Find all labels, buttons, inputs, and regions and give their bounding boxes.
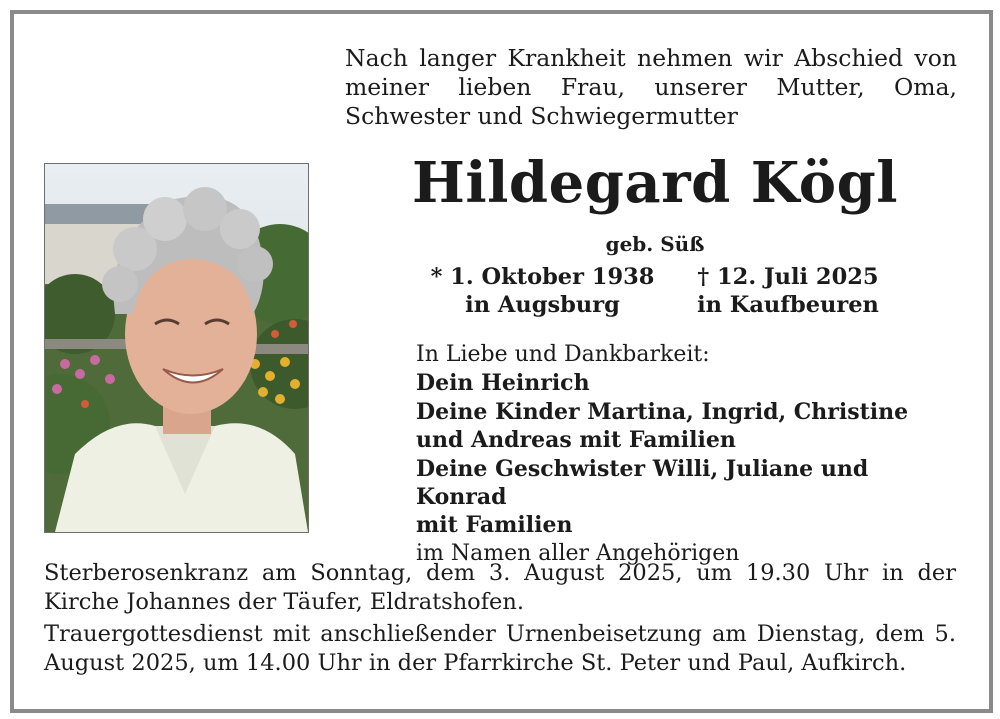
intro-text: Nach langer Krankheit nehmen wir Abschied von meiner lieben Frau, unserer Mutter, Oma, Schwester und Schwiegermutter [345, 44, 957, 130]
mourner-line: Deine Geschwister Willi, Juliane und Konrad [416, 455, 869, 511]
mourners-heading: In Liebe und Dankbarkeit: [416, 342, 710, 367]
rosary-notice: Sterberosenkranz am Sonntag, dem 3. August 2025, um 19.30 Uhr in der Kirche Johannes der Täufer, Eldratshofen. [44, 560, 956, 615]
mourners-list [416, 341, 966, 568]
birth-date: * 1. Oktober 1938 [430, 264, 655, 290]
death-info [688, 263, 888, 319]
birth-info [420, 263, 665, 319]
mourner-line: Dein Heinrich [416, 370, 590, 397]
mourner-line: Deine Kinder Martina, Ingrid, Christine [416, 398, 909, 425]
mourners-closing: im Namen aller Angehörigen [416, 540, 740, 566]
birth-place: in Augsburg [465, 292, 620, 318]
birth-name: geb. Süß [605, 232, 705, 256]
portrait-photo [44, 163, 309, 533]
death-date: † 12. Juli 2025 [697, 264, 879, 290]
death-place: in Kaufbeuren [697, 292, 879, 318]
deceased-name: Hildegard Kögl [411, 150, 899, 216]
mourner-line: mit Familien [416, 512, 573, 539]
funeral-notice: Trauergottesdienst mit anschließender Urnenbeisetzung am Dienstag, dem 5. August 2025, um 14.00 Uhr in der Pfarrkirche St. Peter und Paul, Aufkirch. [44, 621, 956, 676]
mourner-line: und Andreas mit Familien [416, 427, 736, 454]
